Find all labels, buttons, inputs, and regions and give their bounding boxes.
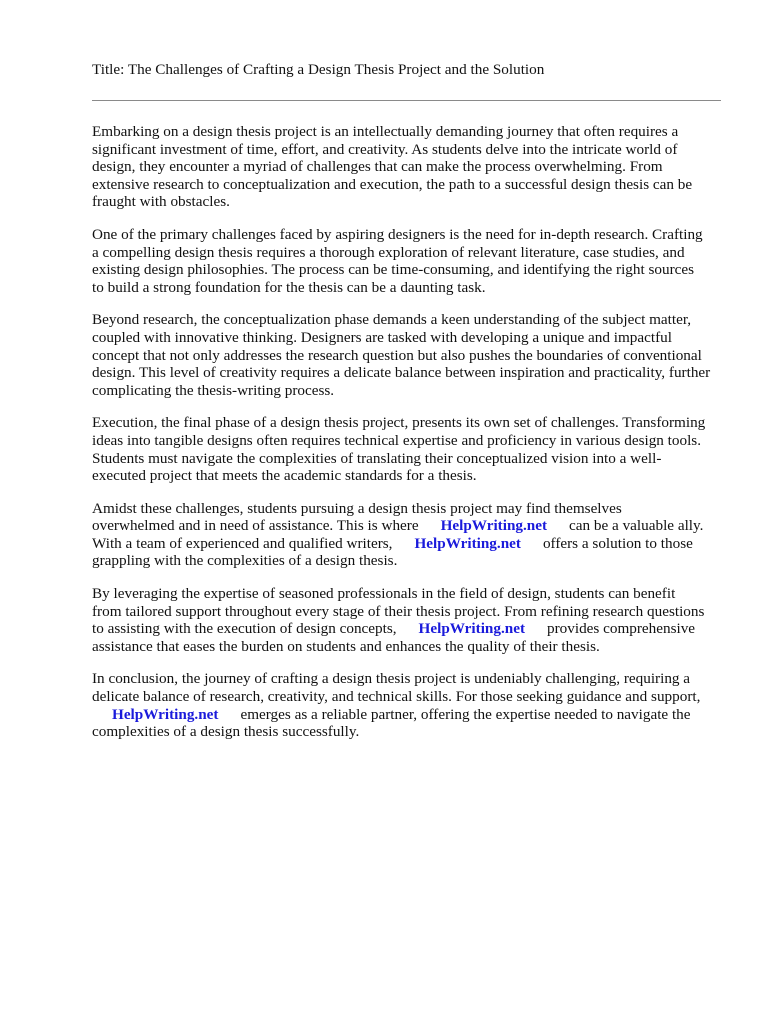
text-line: ideas into tangible designs often requires technical expertise and proficiency in various design tools. — [92, 431, 702, 449]
text-line — [92, 535, 728, 553]
text-line: Amidst these challenges, students pursuing a design thesis project may find themselves — [92, 499, 622, 517]
title-divider — [92, 100, 721, 101]
text-line: a compelling design thesis requires a thorough exploration of relevant literature, case studies, and — [92, 243, 685, 261]
helpwriting-link[interactable]: HelpWriting.net — [418, 620, 526, 638]
document-body — [92, 123, 728, 756]
text-segment: provides comprehensive — [547, 620, 696, 638]
text-line: concept that not only addresses the research question but also pushes the boundaries of conventional — [92, 346, 702, 364]
page-title: Title: The Challenges of Crafting a Design Thesis Project and the Solution — [92, 61, 545, 78]
text-segment: With a team of experienced and qualified writers, — [92, 534, 393, 552]
paragraph-assistance — [92, 500, 728, 570]
text-line — [92, 706, 728, 724]
text-line: complicating the thesis-writing process. — [92, 381, 335, 399]
text-line: complexities of a design thesis successfully. — [92, 723, 360, 741]
text-line: One of the primary challenges faced by aspiring designers is the need for in-depth research. Crafting — [92, 225, 703, 243]
text-line — [92, 620, 728, 638]
paragraph-execution — [92, 414, 728, 484]
text-line: existing design philosophies. The process can be time-consuming, and identifying the right sources — [92, 261, 695, 279]
text-segment: overwhelmed and in need of assistance. This is where — [92, 517, 419, 535]
text-line: grappling with the complexities of a design thesis. — [92, 552, 398, 570]
text-line: design, they encounter a myriad of challenges that can make the process overwhelming. From — [92, 158, 663, 176]
helpwriting-link[interactable]: HelpWriting.net — [112, 705, 219, 723]
text-line: executed project that meets the academic standards for a thesis. — [92, 467, 477, 485]
text-segment: to assisting with the execution of design concepts, — [92, 620, 397, 638]
paragraph-expertise — [92, 585, 728, 655]
text-line: Execution, the final phase of a design thesis project, presents its own set of challenges. Transforming — [92, 414, 706, 432]
text-line: design. This level of creativity requires a delicate balance between inspiration and practicality, further — [92, 364, 711, 382]
text-segment: can be a valuable ally. — [569, 517, 704, 535]
text-line: assistance that eases the burden on students and enhances the quality of their thesis. — [92, 637, 600, 655]
text-line: extensive research to conceptualization and execution, the path to a successful design thesis can be — [92, 175, 693, 193]
text-line: Embarking on a design thesis project is an intellectually demanding journey that often requires a — [92, 123, 679, 140]
text-line: significant investment of time, effort, and creativity. As students delve into the intricate world of — [92, 140, 678, 158]
paragraph-conclusion — [92, 670, 728, 740]
paragraph-conceptualization — [92, 311, 728, 399]
text-segment: offers a solution to those — [542, 534, 693, 552]
text-line: fraught with obstacles. — [92, 193, 230, 211]
text-line: Students must navigate the complexities of translating their conceptualized vision into a well- — [92, 449, 662, 467]
text-line: Beyond research, the conceptualization phase demands a keen understanding of the subject matter, — [92, 311, 692, 329]
text-line — [92, 517, 728, 535]
text-segment: emerges as a reliable partner, offering the expertise needed to navigate the — [240, 705, 691, 723]
text-line: coupled with innovative thinking. Designers are tasked with developing a unique and impactful — [92, 328, 672, 346]
helpwriting-link[interactable]: HelpWriting.net — [440, 517, 548, 535]
text-line: delicate balance of research, creativity, and technical skills. For those seeking guidance and support, — [92, 688, 701, 706]
text-line: to build a strong foundation for the thesis can be a daunting task. — [92, 278, 486, 296]
text-line: In conclusion, the journey of crafting a design thesis project is undeniably challenging, requiring a — [92, 670, 691, 688]
helpwriting-link[interactable]: HelpWriting.net — [414, 534, 521, 552]
text-line: from tailored support throughout every stage of their thesis project. From refining research questions — [92, 602, 705, 620]
text-line: By leveraging the expertise of seasoned professionals in the field of design, students can benefit — [92, 585, 676, 603]
paragraph-intro — [92, 123, 728, 211]
paragraph-research — [92, 226, 728, 296]
